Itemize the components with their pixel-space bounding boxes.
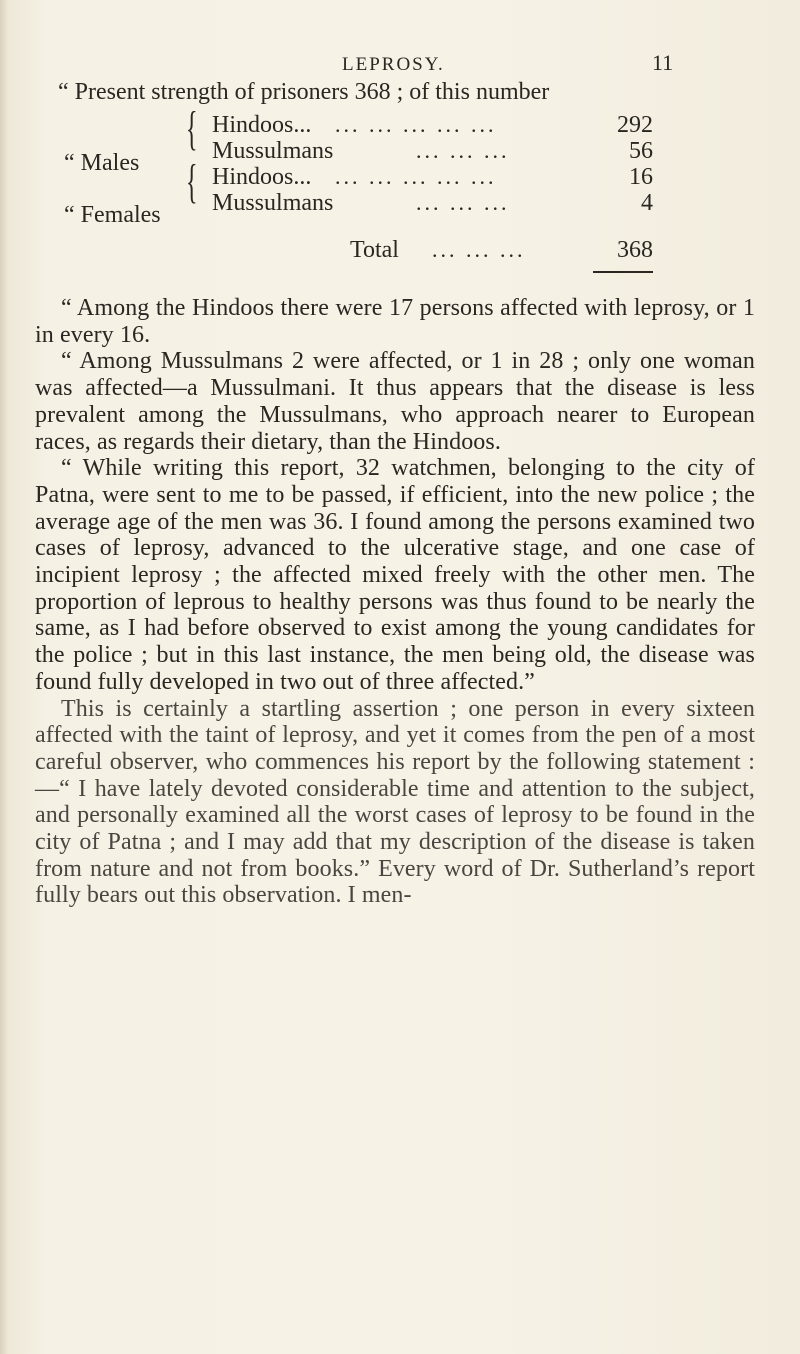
group-label-females: “ Females <box>64 202 161 228</box>
row-males-hindoos-value: 292 <box>617 112 653 138</box>
paragraph-mussulmans: “ Among Mussulmans 2 were affected, or 1 in 28 ; only one woman was affected—a Mussulmani. It thus appears that the disease is less prevalent among the Mussulmans, who approach nearer to European races, as regards their dietary, than the Hindoos. <box>35 348 755 455</box>
paragraph-commentary: This is certainly a startling assertion ; one person in every sixteen affected with the taint of leprosy, and yet it comes from the pen of a most careful observer, who commences his report by the following statement :—“ I have lately devoted considerable time and attention to the subject, and personally examined all the worst cases of leprosy to be found in the city of Patna ; and I may add that my description of the disease is taken from nature and not from books.” Every word of Dr. Sutherland’s report fully bears out this observation. I men- <box>35 695 755 909</box>
row-males-mussulmans-name: Mussulmans <box>212 138 334 164</box>
row-males-mussulmans-dots: ... ... ... <box>416 138 510 163</box>
running-head: LEPROSY. <box>342 54 445 75</box>
row-females-hindoos-name: Hindoos... <box>212 164 312 190</box>
page-gutter-shadow <box>0 0 8 1354</box>
row-males-hindoos-dots: ... ... ... ... ... <box>335 112 497 137</box>
row-males-mussulmans-value: 56 <box>629 138 653 164</box>
group-label-males: “ Males <box>64 150 140 176</box>
table-intro: “ Present strength of prisoners 368 ; of this number <box>58 79 550 105</box>
row-females-mussulmans-name: Mussulmans <box>212 190 334 216</box>
total-label: Total <box>350 237 399 263</box>
total-value: 368 <box>617 237 653 263</box>
total-rule <box>593 271 653 273</box>
row-females-hindoos-value: 16 <box>629 164 653 190</box>
row-females-mussulmans-value: 4 <box>641 190 653 216</box>
brace-males: { <box>186 102 198 155</box>
row-males-hindoos-name: Hindoos... <box>212 112 312 138</box>
body-text <box>35 295 755 909</box>
row-females-hindoos-dots: ... ... ... ... ... <box>335 164 497 189</box>
row-females-mussulmans-dots: ... ... ... <box>416 190 510 215</box>
paragraph-watchmen: “ While writing this report, 32 watchmen, belonging to the city of Patna, were sent to me to be passed, if efficient, into the new police ; the average age of the men was 36. I found among the persons examined two cases of leprosy, advanced to the ulcerative stage, and one case of incipient leprosy ; the affected mixed freely with the other men. The proportion of leprous to healthy persons was thus found to be nearly the same, as I had before observed to exist among the young candidates for the police ; but in this last instance, the men being old, the disease was found fully developed in two out of three affected.” <box>35 455 755 695</box>
brace-females: { <box>186 155 198 208</box>
total-dots: ... ... ... <box>432 237 526 262</box>
page-number: 11 <box>652 50 674 75</box>
paragraph-hindoos: “ Among the Hindoos there were 17 persons affected with leprosy, or 1 in every 16. <box>35 295 755 348</box>
